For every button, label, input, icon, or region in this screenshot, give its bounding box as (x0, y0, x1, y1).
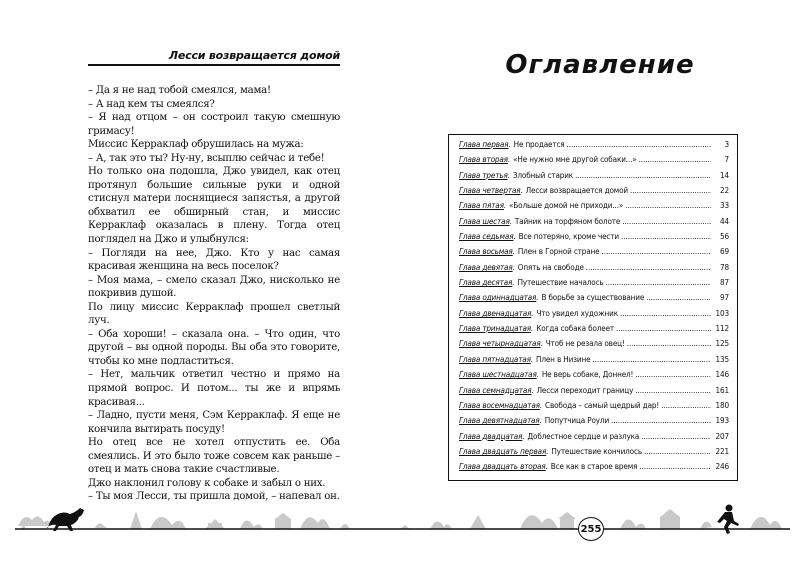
toc-page-number: 112 (715, 323, 729, 334)
toc-chapter-label: Глава пятая. (459, 200, 506, 211)
toc-chapter-number: Глава третья (459, 169, 508, 180)
toc-chapter-label: Глава шестнадцатая. (459, 369, 539, 380)
toc-chapter-number: Глава двадцатая (459, 430, 523, 441)
body-paragraph: – Ладно, пусти меня, Сэм Керраклаф. Я еще не кончила вытирать посуду! (88, 410, 340, 435)
toc-entry (459, 216, 729, 231)
toc-chapter-number: Глава четвертая (459, 185, 521, 196)
toc-chapter-label: Глава семнадцатая. (459, 384, 534, 395)
toc-chapter-title: Лесси переходит границу (536, 384, 634, 395)
left-page-text (88, 84, 340, 504)
toc-chapter-number: Глава седьмая (459, 231, 514, 242)
toc-chapter-label: Глава восьмая. (459, 246, 515, 257)
toc-chapter-title: Что увидел художник (536, 307, 618, 318)
toc-leader-dots (586, 262, 711, 272)
toc-page-number: 33 (720, 200, 729, 211)
toc-leader-dots (602, 246, 712, 256)
toc-chapter-number: Глава пятая (459, 200, 504, 211)
toc-chapter-title: Чтоб не резала овец! (545, 338, 625, 349)
toc-chapter-title: Путешествие началось (517, 277, 604, 288)
toc-chapter-label: Глава восемнадцатая. (459, 399, 543, 410)
body-paragraph: – Нет, мальчик ответил честно и прямо на прямой вопрос. И потом... ты же и впрямь красивая... (88, 369, 340, 408)
toc-chapter-number: Глава шестнадцатая (459, 369, 537, 380)
toc-chapter-number: Глава вторая (459, 154, 508, 165)
toc-chapter-number: Глава девятнадцатая (459, 415, 540, 426)
toc-chapter-label: Глава четвертая. (459, 185, 523, 196)
toc-leader-dots (592, 354, 711, 364)
toc-chapter-title: Не продается (513, 139, 565, 149)
toc-entry (459, 246, 729, 261)
toc-chapter-number: Глава двадцать первая (459, 445, 547, 456)
toc-page-number: 44 (720, 215, 729, 226)
toc-chapter-title: Попутчица Роули (544, 415, 610, 426)
dog-icon (47, 508, 84, 531)
toc-chapter-title: Не верь собаке, Доннел! (541, 369, 634, 380)
toc-entry (459, 277, 729, 292)
body-paragraph: – Погляди на нее, Джо. Кто у нас самая красивая женщина на весь поселок? (88, 247, 340, 273)
toc-page-number: 103 (715, 307, 729, 318)
toc-chapter-label: Глава десятая. (459, 277, 515, 288)
toc-entry (459, 431, 729, 446)
running-header: Лесси возвращается домой (88, 49, 340, 66)
body-paragraph: – Я над отцом – он состроил такую смешную гримасу! (88, 112, 340, 137)
toc-page-number: 22 (720, 185, 729, 196)
toc-entry (459, 415, 729, 430)
toc-chapter-title: Все потеряно, кроме чести (518, 231, 619, 242)
toc-page-number: 180 (715, 399, 729, 410)
toc-page-number: 78 (720, 261, 729, 272)
body-paragraph: – Оба хороши! – сказала она. – Что один, что другой – вы одной породы. Вы оба это говорите, чтобы ко мне подластиться. (88, 328, 340, 367)
toc-list (448, 134, 738, 481)
toc-chapter-label: Глава третья. (459, 169, 510, 180)
toc-chapter-number: Глава одиннадцатая (459, 292, 537, 303)
toc-chapter-number: Глава шестая (459, 215, 510, 226)
toc-title: Оглавление (505, 50, 695, 80)
toc-chapter-number: Глава двадцать вторая (459, 461, 546, 472)
toc-page-number: 146 (715, 369, 729, 380)
toc-chapter-number: Глава восьмая (459, 246, 513, 257)
toc-chapter-label: Глава тринадцатая. (459, 323, 534, 334)
toc-leader-dots (627, 338, 711, 348)
toc-leader-dots (630, 185, 711, 195)
toc-chapter-title: Путешествие кончилось (551, 445, 642, 456)
toc-entry (459, 446, 729, 461)
toc-leader-dots (635, 385, 711, 395)
toc-chapter-label: Глава девятая. (459, 261, 515, 272)
toc-chapter-label: Глава двенадцатая. (459, 307, 534, 318)
toc-leader-dots (646, 292, 711, 302)
toc-page-number: 221 (715, 445, 729, 456)
toc-chapter-title: Злобный старик (512, 169, 574, 180)
body-paragraph: Джо наклонил голову к собаке и забыл о них. (88, 477, 326, 489)
toc-chapter-title: Тайник на торфяном болоте (514, 215, 621, 226)
toc-leader-dots (639, 154, 711, 164)
toc-chapter-number: Глава семнадцатая (459, 384, 532, 395)
toc-page-number: 207 (715, 430, 729, 441)
toc-entry (459, 200, 729, 215)
body-paragraph: Миссис Керраклаф обрушилась на мужа: (88, 139, 304, 151)
toc-page-number: 246 (715, 461, 729, 472)
toc-entry (459, 338, 729, 353)
toc-leader-dots (621, 231, 711, 241)
toc-leader-dots (661, 400, 711, 410)
body-paragraph: Но отец все не хотел отпустить ее. Оба смеялись. И это было тоже совсем как раньше – отец и мать снова такие счастливые. (88, 437, 340, 476)
toc-leader-dots (635, 369, 711, 379)
toc-chapter-label: Глава девятнадцатая. (459, 415, 542, 426)
toc-chapter-title: Опять на свободе (517, 261, 584, 272)
toc-chapter-number: Глава девятая (459, 261, 513, 272)
bottom-decoration (0, 495, 800, 555)
toc-chapter-title: Доблестное сердце и разлука (527, 430, 640, 441)
body-paragraph: Но только она подошла, Джо увидел, как отец протянул большие сильные руки и одной стиснул матери лоснящиеся запястья, а другой обхватил ее обширный стан, и миссис Керраклаф оказалась в плену. Тогда отец поглядел на Джо и улыбнулся: (88, 166, 340, 246)
toc-entry (459, 369, 729, 384)
toc-chapter-title: Плен в Горной стране (517, 246, 600, 257)
toc-chapter-label: Глава двадцатая. (459, 430, 525, 441)
body-paragraph: – Ты моя Лесси, ты пришла домой, – напевал он. (88, 491, 340, 503)
toc-entry (459, 308, 729, 323)
page-number: 255 (578, 517, 604, 541)
toc-entry (459, 385, 729, 400)
toc-chapter-label: Глава первая. (459, 139, 511, 149)
body-paragraph: По лицу миссис Керраклаф прошел светлый луч. (88, 301, 340, 327)
toc-chapter-number: Глава двенадцатая (459, 307, 532, 318)
toc-leader-dots (622, 216, 711, 226)
toc-chapter-title: Плен в Низине (536, 353, 591, 364)
toc-chapter-label: Глава пятнадцатая. (459, 353, 533, 364)
toc-page-number: 87 (720, 277, 729, 288)
toc-chapter-title: «Не нужно мне другой собаки...» (513, 154, 637, 165)
toc-entry (459, 292, 729, 307)
toc-chapter-number: Глава тринадцатая (459, 323, 532, 334)
toc-chapter-label: Глава двадцать первая. (459, 445, 549, 456)
toc-chapter-number: Глава десятая (459, 277, 513, 288)
toc-leader-dots (575, 170, 711, 180)
toc-page-number: 135 (715, 353, 729, 364)
toc-page-number: 14 (720, 169, 729, 180)
toc-entry (459, 139, 729, 154)
toc-chapter-title: Свобода – самый щедрый дар! (545, 399, 660, 410)
toc-page-number: 3 (724, 139, 729, 149)
toc-leader-dots (625, 200, 711, 210)
toc-page-number: 97 (720, 292, 729, 303)
toc-entry (459, 185, 729, 200)
toc-chapter-number: Глава четырнадцатая (459, 338, 541, 349)
toc-leader-dots (606, 277, 711, 287)
toc-leader-dots (616, 323, 711, 333)
toc-chapter-title: Когда собака болеет (536, 323, 615, 334)
toc-entry (459, 354, 729, 369)
toc-chapter-number: Глава пятнадцатая (459, 353, 531, 364)
toc-page-number: 161 (715, 384, 729, 395)
toc-leader-dots (611, 415, 711, 425)
toc-entry (459, 461, 729, 476)
toc-entry (459, 170, 729, 185)
toc-chapter-label: Глава седьмая. (459, 231, 516, 242)
toc-page-number: 69 (720, 246, 729, 257)
toc-entry (459, 323, 729, 338)
toc-page-number: 125 (715, 338, 729, 349)
toc-chapter-label: Глава четырнадцатая. (459, 338, 543, 349)
toc-chapter-title: Лесси возвращается домой (525, 185, 628, 196)
body-paragraph: – Да я не над тобой смеялся, мама! (88, 85, 271, 96)
toc-chapter-title: «Больше домой не приходи...» (508, 200, 624, 211)
toc-chapter-label: Глава одиннадцатая. (459, 292, 539, 303)
landscape-silhouette (18, 509, 782, 529)
toc-leader-dots (641, 431, 711, 441)
toc-entry (459, 262, 729, 277)
toc-chapter-label: Глава вторая. (459, 154, 511, 165)
body-paragraph: – А над кем ты смеялся? (88, 98, 215, 110)
toc-page-number: 7 (724, 154, 729, 165)
toc-chapter-title: В борьбе за существование (541, 292, 645, 303)
body-paragraph: – Моя мама, – смело сказал Джо, нисколько не покривив душой. (88, 274, 340, 300)
toc-chapter-label: Глава двадцать вторая. (459, 461, 548, 472)
toc-leader-dots (620, 308, 711, 318)
toc-leader-dots (567, 139, 711, 149)
toc-chapter-title: Все как в старое время (550, 461, 638, 472)
toc-leader-dots (639, 461, 711, 471)
toc-leader-dots (644, 446, 711, 456)
toc-page-number: 193 (715, 415, 729, 426)
body-paragraph: – А, так это ты? Ну-ну, всыплю сейчас и тебе! (88, 152, 325, 164)
toc-entry (459, 400, 729, 415)
toc-entry (459, 154, 729, 169)
toc-chapter-label: Глава шестая. (459, 215, 512, 226)
toc-entry (459, 231, 729, 246)
toc-chapter-number: Глава первая (459, 139, 509, 149)
toc-chapter-number: Глава восемнадцатая (459, 399, 540, 410)
toc-page-number: 56 (720, 231, 729, 242)
